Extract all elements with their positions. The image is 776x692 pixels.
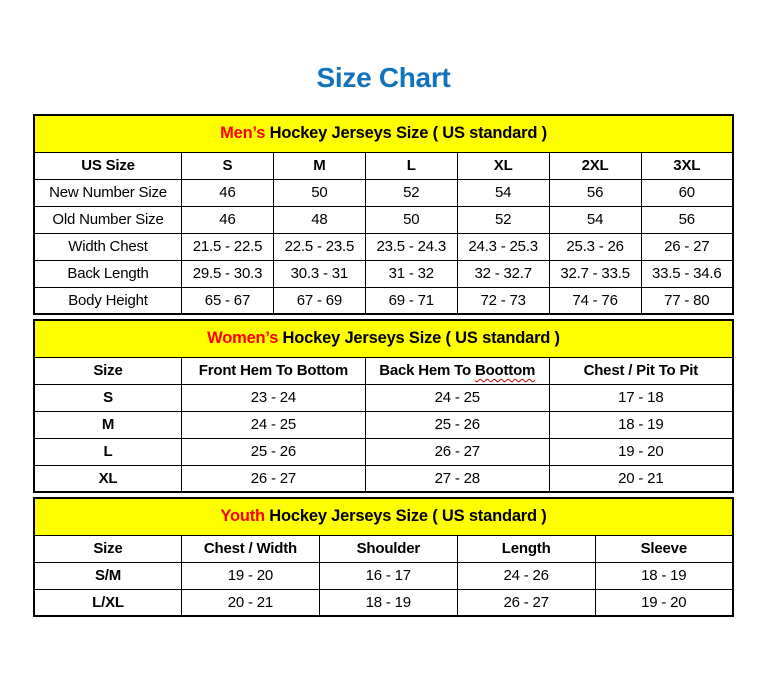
- cell-value: 72 - 73: [457, 287, 549, 314]
- row-label: S: [34, 384, 181, 411]
- column-header: Chest / Pit To Pit: [549, 357, 733, 384]
- table-row: [34, 179, 733, 206]
- cell-value: 24 - 26: [457, 562, 595, 589]
- cell-value: 22.5 - 23.5: [273, 233, 365, 260]
- page-title: Size Chart: [316, 62, 451, 93]
- column-header: Length: [457, 535, 595, 562]
- table-row: [34, 589, 733, 616]
- table-row: [34, 287, 733, 314]
- table-row: [34, 260, 733, 287]
- table-row: [34, 438, 733, 465]
- column-header: Chest / Width: [181, 535, 319, 562]
- cell-value: 67 - 69: [273, 287, 365, 314]
- cell-value: 24.3 - 25.3: [457, 233, 549, 260]
- cell-value: 19 - 20: [549, 438, 733, 465]
- column-header: 2XL: [549, 152, 641, 179]
- cell-value: 26 - 27: [365, 438, 549, 465]
- cell-value: 52: [365, 179, 457, 206]
- mens-header-row: [34, 152, 733, 179]
- cell-value: 23.5 - 24.3: [365, 233, 457, 260]
- cell-value: 48: [273, 206, 365, 233]
- cell-value: 20 - 21: [549, 465, 733, 492]
- table-row: [34, 206, 733, 233]
- table-row: [34, 562, 733, 589]
- cell-value: 77 - 80: [641, 287, 733, 314]
- row-label: S/M: [34, 562, 181, 589]
- youth-size-table: [33, 497, 734, 617]
- cell-value: 52: [457, 206, 549, 233]
- row-label: Width Chest: [34, 233, 182, 260]
- cell-value: 69 - 71: [365, 287, 457, 314]
- cell-value: 50: [365, 206, 457, 233]
- cell-value: 24 - 25: [181, 411, 365, 438]
- womens-banner: Women’s Hockey Jerseys Size ( US standard ): [34, 320, 733, 357]
- row-label: Old Number Size: [34, 206, 182, 233]
- column-header: Shoulder: [319, 535, 457, 562]
- column-header: Size: [34, 535, 181, 562]
- row-label: L/XL: [34, 589, 181, 616]
- cell-value: 29.5 - 30.3: [182, 260, 274, 287]
- column-header: US Size: [34, 152, 182, 179]
- youth-banner-highlight: Youth: [220, 507, 265, 526]
- cell-value: 60: [641, 179, 733, 206]
- cell-value: 17 - 18: [549, 384, 733, 411]
- column-header: S: [182, 152, 274, 179]
- mens-size-table: [33, 114, 734, 315]
- cell-value: 54: [549, 206, 641, 233]
- row-label: Body Height: [34, 287, 182, 314]
- cell-value: 24 - 25: [365, 384, 549, 411]
- column-header: L: [365, 152, 457, 179]
- cell-value: 46: [182, 179, 274, 206]
- column-header: Sleeve: [595, 535, 733, 562]
- cell-value: 31 - 32: [365, 260, 457, 287]
- youth-banner: Youth Hockey Jerseys Size ( US standard ): [34, 498, 733, 535]
- mens-banner-highlight: Men’s: [220, 124, 266, 143]
- column-header: Front Hem To Bottom: [181, 357, 365, 384]
- cell-value: 32 - 32.7: [457, 260, 549, 287]
- row-label: Back Length: [34, 260, 182, 287]
- cell-value: 25 - 26: [181, 438, 365, 465]
- column-header: 3XL: [641, 152, 733, 179]
- cell-value: 16 - 17: [319, 562, 457, 589]
- cell-value: 54: [457, 179, 549, 206]
- column-header: M: [273, 152, 365, 179]
- cell-value: 46: [182, 206, 274, 233]
- column-header: XL: [457, 152, 549, 179]
- misspelled-word: Boottom: [474, 362, 536, 379]
- cell-value: 26 - 27: [457, 589, 595, 616]
- cell-value: 19 - 20: [595, 589, 733, 616]
- cell-value: 74 - 76: [549, 287, 641, 314]
- size-tables: [33, 114, 734, 617]
- table-row: [34, 233, 733, 260]
- row-label: XL: [34, 465, 181, 492]
- womens-size-table: [33, 319, 734, 493]
- row-label: M: [34, 411, 181, 438]
- mens-banner: Men’s Hockey Jerseys Size ( US standard ): [34, 115, 733, 152]
- cell-value: 18 - 19: [595, 562, 733, 589]
- cell-value: 20 - 21: [181, 589, 319, 616]
- cell-value: 27 - 28: [365, 465, 549, 492]
- cell-value: 25.3 - 26: [549, 233, 641, 260]
- youth-header-row: [34, 535, 733, 562]
- cell-value: 33.5 - 34.6: [641, 260, 733, 287]
- row-label: New Number Size: [34, 179, 182, 206]
- cell-value: 26 - 27: [641, 233, 733, 260]
- row-label: L: [34, 438, 181, 465]
- table-row: [34, 384, 733, 411]
- womens-header-row: [34, 357, 733, 384]
- cell-value: 50: [273, 179, 365, 206]
- womens-banner-highlight: Women’s: [207, 329, 279, 348]
- table-row: [34, 465, 733, 492]
- cell-value: 65 - 67: [182, 287, 274, 314]
- cell-value: 56: [641, 206, 733, 233]
- cell-value: 18 - 19: [319, 589, 457, 616]
- table-row: [34, 411, 733, 438]
- cell-value: 56: [549, 179, 641, 206]
- cell-value: 18 - 19: [549, 411, 733, 438]
- column-header: Back Hem To Boottom: [365, 357, 549, 384]
- cell-value: 23 - 24: [181, 384, 365, 411]
- cell-value: 30.3 - 31: [273, 260, 365, 287]
- column-header: Size: [34, 357, 181, 384]
- cell-value: 25 - 26: [365, 411, 549, 438]
- cell-value: 19 - 20: [181, 562, 319, 589]
- cell-value: 26 - 27: [181, 465, 365, 492]
- cell-value: 32.7 - 33.5: [549, 260, 641, 287]
- cell-value: 21.5 - 22.5: [182, 233, 274, 260]
